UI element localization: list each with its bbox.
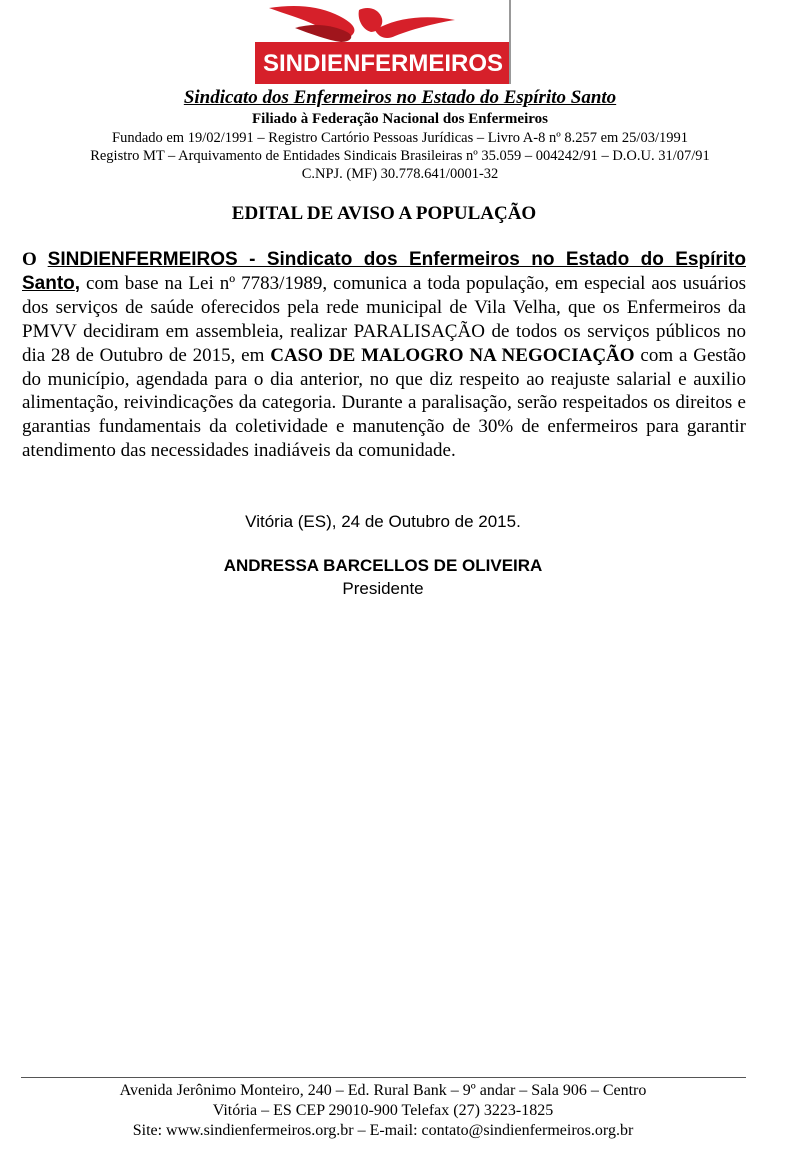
logo-border-right (509, 0, 511, 84)
notice-date: Vitória (ES), 24 de Outubro de 2015. (245, 512, 521, 531)
footer-contact: Site: www.sindienfermeiros.org.br – E-mail: contato@sindienfermeiros.org.br (132, 1122, 634, 1139)
footer-address: Avenida Jerônimo Monteiro, 240 – Ed. Rural Bank – 9º andar – Sala 906 – Centro (119, 1082, 647, 1099)
org-name: Sindicato dos Enfermeiros no Estado do Espírito Santo (183, 87, 617, 108)
cnpj-line: C.NPJ. (MF) 30.778.641/0001-32 (301, 166, 499, 182)
registry-line-2: Registro MT – Arquivamento de Entidades Sindicais Brasileiras nº 35.059 – 004242/91 – D.O.U. 31/07/91 (90, 148, 710, 164)
footer-divider (21, 1077, 746, 1078)
body-comma: , (74, 272, 81, 294)
affiliation: Filiado à Federação Nacional dos Enfermeiros (252, 111, 548, 127)
notice-body (22, 248, 746, 463)
footer-city-phone: Vitória – ES CEP 29010-900 Telefax (27) 3223-1825 (212, 1102, 554, 1119)
body-part-1: com base na Lei nº 7783/1989, comunica a toda população, em especial aos usuários dos serviços de saúde oferecidos pela rede municipal de Vila Velha, que os Enfermeiros da PMVV decidiram em assembleia, realizar PARALISAÇÃO de todos os serviços públicos no dia 28 de Outubro de 2015, em (22, 272, 746, 366)
body-org-full: SINDIENFERMEIROS - Sindicato dos Enfermeiros no Estado do Espírito Santo (22, 249, 746, 294)
logo-text: SINDIENFERMEIROS (262, 50, 504, 77)
body-lead: O (22, 249, 48, 270)
signer-name: ANDRESSA BARCELLOS DE OLIVEIRA (223, 556, 543, 575)
logo-graphic (255, 0, 511, 84)
logo (255, 0, 511, 84)
body-emphasis: CASO DE MALOGRO NA NEGOCIAÇÃO (270, 344, 635, 366)
notice-title: EDITAL DE AVISO A POPULAÇÃO (231, 203, 537, 224)
body-part-2: com a Gestão do município, agendada para o dia anterior, no que diz respeito ao reajuste salarial e auxilio alimentação, reivindicações da categoria. Durante a paralisação, serão respeitados os direitos e garantias fundamentais da coletividade e manutenção de 30% de enfermeiros para garantir atendimento das necessidades inadiáveis da comunidade. (22, 344, 746, 462)
signer-role: Presidente (342, 579, 424, 598)
registry-line-1: Fundado em 19/02/1991 – Registro Cartório Pessoas Jurídicas – Livro A-8 nº 8.257 em 25/03/1991 (112, 130, 688, 146)
